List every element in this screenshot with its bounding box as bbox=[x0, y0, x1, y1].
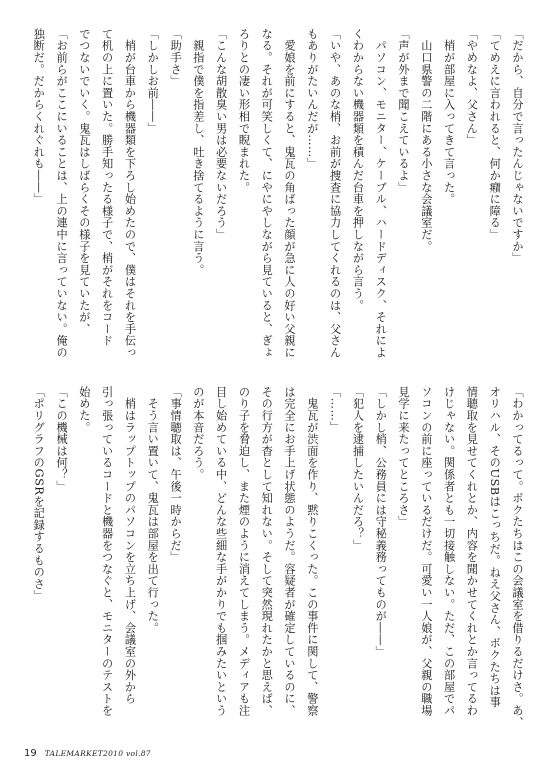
text-line: オリハル、そのUSBはこっちだ。ねえ父さん、ボクたちは事 bbox=[488, 386, 502, 709]
text-line: のり子を脅迫し、また煙のように消えてしまう。メディアも注 bbox=[237, 386, 251, 717]
text-line: 「しかしお前――」 bbox=[146, 28, 160, 135]
text-line: けじゃない。関係者とも一切接触しない。ただ、この部屋でパ bbox=[442, 386, 456, 717]
text-line: 「いや、あのな梢、お前が捜査に協力してくれるのは、父さん bbox=[328, 28, 342, 359]
text-line: 「助手さ」 bbox=[169, 28, 183, 87]
text-line: 「やめなよ、父さん」 bbox=[465, 28, 479, 146]
text-line: パソコン、モニター、ケーブル、ハードディスク、それによ bbox=[374, 28, 388, 359]
text-line: 「しかし梢、公務員には守秘義務ってものが――」 bbox=[374, 386, 388, 658]
text-block-top bbox=[16, 28, 528, 360]
text-line: 始めた。 bbox=[77, 386, 91, 434]
text-line: 「だから、自分で言ったんじゃないですか」 bbox=[511, 28, 524, 264]
text-line: くわからない機器類を積んだ台車を押しながら言う。 bbox=[351, 28, 365, 312]
text-line: 「お前らがここにいることは、上の連中に言っていない。俺の bbox=[55, 28, 69, 359]
text-line: 「事情聴取は、午後一時からだ」 bbox=[169, 386, 183, 563]
text-line: 梢はラップトップのパソコンを立ち上げ、会議室の外から bbox=[123, 386, 137, 705]
text-line: もありがたいんだが……」 bbox=[305, 28, 319, 170]
page-number: 19 bbox=[24, 748, 37, 759]
text-line: その行方が杳として知れない。そして突然現れたかと思えば、 bbox=[260, 386, 274, 717]
text-line: は完全にお手上げ状態のようだ。容疑者が確定しているのに、 bbox=[283, 386, 297, 717]
text-line: 目し始めている中、どんな些細な手がかりでも掴みたいという bbox=[214, 386, 228, 717]
text-line: 「こんな胡散臭い男は必要ないだろう」 bbox=[214, 28, 228, 241]
text-line: 鬼瓦が渋面を作り、黙りこくった。この事件に関して、警察 bbox=[305, 386, 319, 717]
text-line: 「声が外まで聞こえているよ」 bbox=[397, 28, 411, 194]
text-line: て机の上に置いた。勝手知ったる様子で、梢がそれをコード bbox=[100, 28, 114, 347]
text-line: 独断だ。だからくれぐれも――」 bbox=[32, 28, 46, 205]
text-line: 愛娘を前にすると、鬼瓦の角ばった顔が急に人の好い父親に bbox=[283, 28, 297, 359]
text-line: 「犯人を逮捕したいんだろ？」 bbox=[351, 386, 365, 552]
text-line: のが本音だろう。 bbox=[191, 386, 205, 481]
text-line: 梢が部屋に入ってきて言った。 bbox=[442, 28, 456, 205]
text-line: 梢が台車から機器類を下ろし始めたので、僕はそれを手伝っ bbox=[123, 28, 137, 359]
text-line: 情聴取を見せてくれとか、内容を聞かせてくれとか言ってるわ bbox=[465, 386, 479, 717]
text-line: なる。それが可笑しくて、にやにやしながら見ていると、ぎょ bbox=[260, 28, 274, 359]
text-line: でつないでいく。鬼瓦はしばらくその様子を見ていたが、 bbox=[77, 28, 91, 335]
page-footer bbox=[24, 748, 151, 764]
text-line: 山口県警の二階にある小さな会議室だ。 bbox=[419, 28, 433, 253]
text-line: 「ポリグラフのGSRを記録するものさ」 bbox=[32, 386, 46, 602]
magazine-title: TALEMARKET2010 vol.87 bbox=[44, 749, 151, 758]
text-line: 引っ張っているコードと機器をつなぐと、モニターのテストを bbox=[100, 386, 114, 717]
text-block-bottom bbox=[16, 386, 528, 738]
text-line: ろりとの凄い形相で睨まれた。 bbox=[237, 28, 251, 194]
text-line: 「てめえに言われると、何か癪に障る」 bbox=[488, 28, 502, 241]
text-line: 「この機械は何？」 bbox=[55, 386, 69, 493]
text-line: 「わかってるって。ボクたちはこの会議室を借りるだけさ。あ、 bbox=[511, 386, 524, 729]
text-line: 親指で僕を指差し、吐き捨てるように言う。 bbox=[191, 28, 205, 276]
text-line: 見学に来たってところさ」 bbox=[397, 386, 411, 528]
text-line: そう言い置いて、鬼瓦は部屋を出て行った。 bbox=[146, 386, 160, 634]
text-line: 「……」 bbox=[328, 386, 342, 434]
text-line: ソコンの前に座っているだけだ。可愛い一人娘が、父親の職場 bbox=[419, 386, 433, 717]
